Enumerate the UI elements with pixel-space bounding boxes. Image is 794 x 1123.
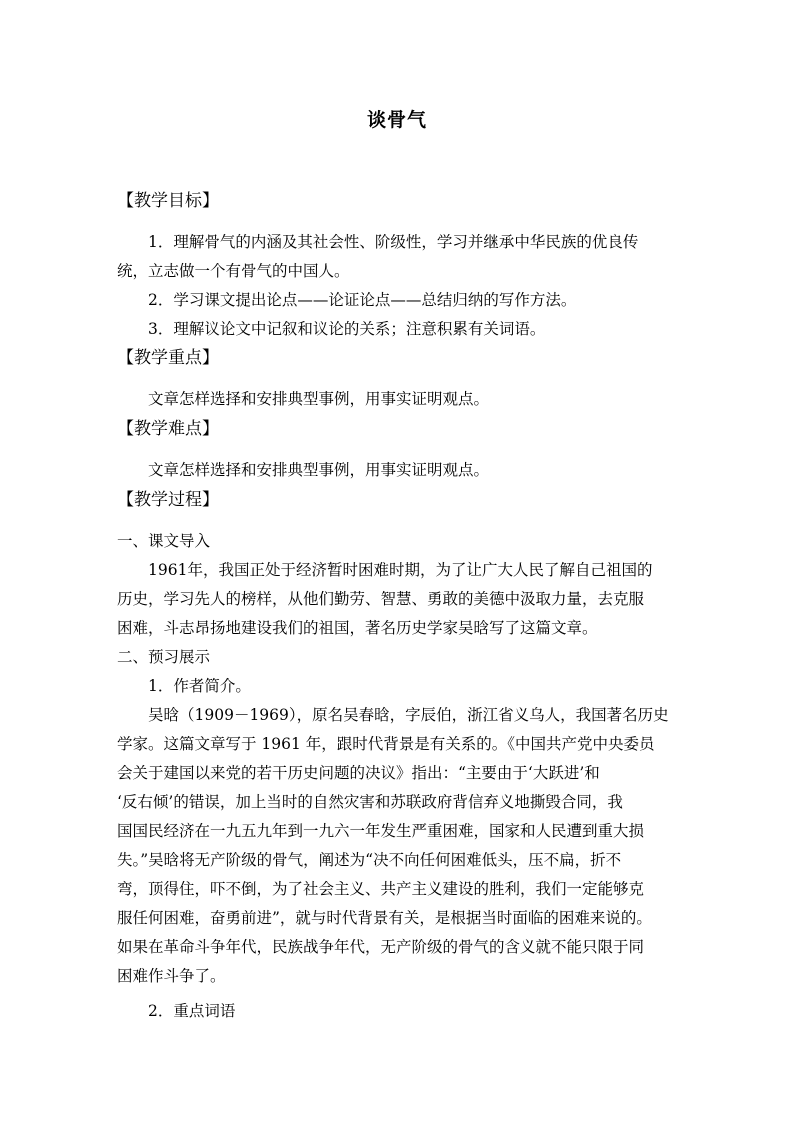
objective-line: 1．理解骨气的内涵及其社会性、阶级性，学习并继承中华民族的优良传 <box>148 233 639 251</box>
author-line: 弯，顶得住，吓不倒，为了社会主义、共产主义建设的胜利，我们一定能够克 <box>117 880 645 898</box>
document-title: 谈骨气 <box>366 109 427 131</box>
objective-line: 统，立志做一个有骨气的中国人。 <box>117 262 350 280</box>
author-line: 困难作斗争了。 <box>117 967 226 985</box>
objectives-heading: 【教学目标】 <box>117 191 219 211</box>
part2-heading: 二、预习展示 <box>117 648 211 666</box>
author-line: 吴晗（1909－1969），原名吴春晗，字辰伯，浙江省义乌人，我国著名历史 <box>148 706 669 724</box>
vocab-heading: 2．重点词语 <box>148 1002 236 1020</box>
part1-line: 1961年，我国正处于经济暂时困难时期，为了让广大人民了解自己祖国的 <box>148 561 653 579</box>
difficulties-text: 文章怎样选择和安排典型事例，用事实证明观点。 <box>148 461 490 479</box>
part1-line: 困难，斗志昂扬地建设我们的祖国，著名历史学家吴晗写了这篇文章。 <box>117 619 598 637</box>
part1-line: 历史，学习先人的榜样，从他们勤劳、智慧、勇敢的美德中汲取力量，去克服 <box>117 590 645 608</box>
author-line: 国国民经济在一九五九年到一九六一年发生严重困难，国家和人民遭到重大损 <box>117 822 645 840</box>
part1-heading: 一、课文导入 <box>117 532 211 550</box>
author-line: 会关于建国以来党的若干历史问题的决议》指出：“主要由于‘大跃进’和 <box>117 764 600 782</box>
key-points-heading: 【教学重点】 <box>117 348 219 368</box>
difficulties-heading: 【教学难点】 <box>117 419 219 439</box>
author-line: 学家。这篇文章写于 1961 年，跟时代背景是有关系的。《中国共产党中央委员 <box>117 735 655 753</box>
author-line: ‘反右倾’的错误，加上当时的自然灾害和苏联政府背信弃义地撕毁合同，我 <box>117 793 623 811</box>
process-heading: 【教学过程】 <box>117 490 219 510</box>
key-points-text: 文章怎样选择和安排典型事例，用事实证明观点。 <box>148 390 490 408</box>
author-line: 失。”吴晗将无产阶级的骨气，阐述为“决不向任何困难低头，压不扁，折不 <box>117 851 622 869</box>
objective-line: 3．理解议论文中记叙和议论的关系；注意积累有关词语。 <box>148 320 546 338</box>
author-line: 如果在革命斗争年代，民族战争年代，无产阶级的骨气的含义就不能只限于同 <box>117 938 645 956</box>
author-heading: 1．作者简介。 <box>148 677 251 695</box>
author-line: 服任何困难，奋勇前进”，就与时代背景有关，是根据当时面临的困难来说的。 <box>117 909 652 927</box>
objective-line: 2．学习课文提出论点——论证论点——总结归纳的写作方法。 <box>148 291 577 309</box>
